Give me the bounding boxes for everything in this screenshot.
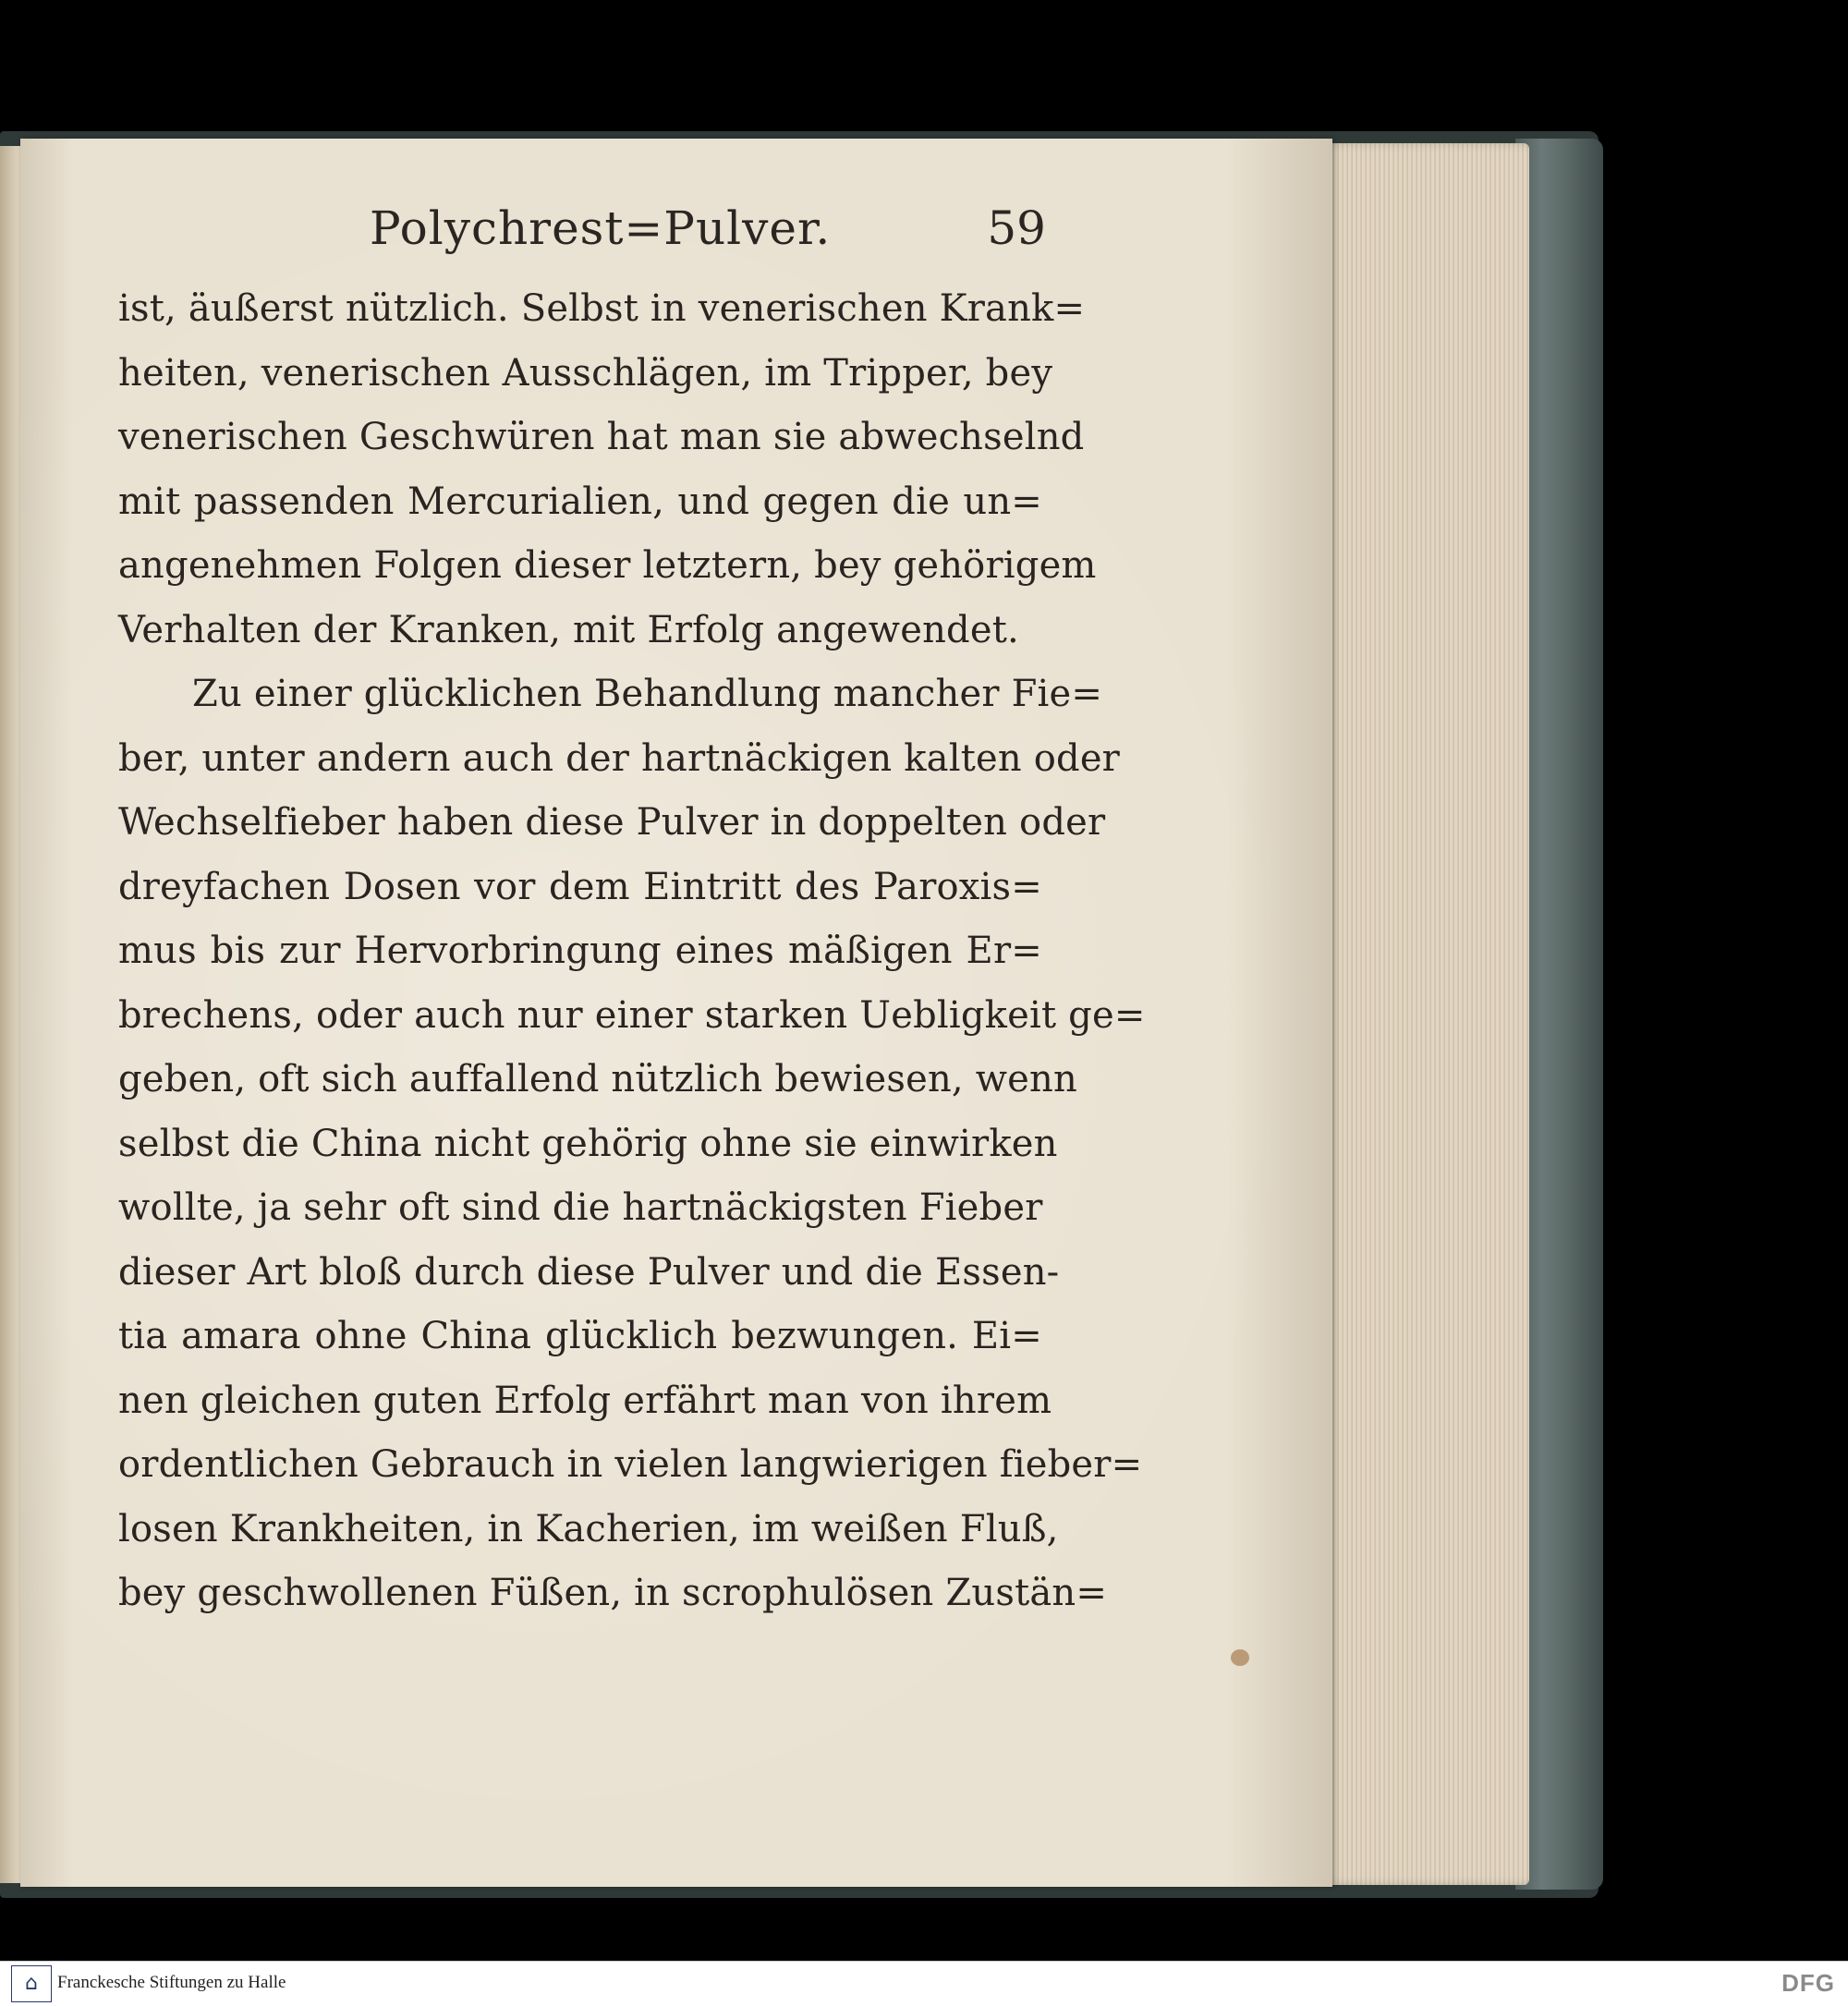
text-line: dieser Art bloß durch diese Pulver und die Essen- <box>118 1250 1060 1294</box>
text-line: Verhalten der Kranken, mit Erfolg angewendet. <box>118 608 1019 651</box>
text-line: nen gleichen guten Erfolg erfährt man von ihrem <box>118 1379 1052 1422</box>
text-line: heiten, venerischen Ausschlägen, im Tripper, bey <box>118 351 1053 395</box>
text-line: angenehmen Folgen dieser letztern, bey gehörigem <box>118 544 1097 587</box>
running-head: Polychrest=Pulver. <box>370 201 832 255</box>
body-text <box>118 277 1146 1626</box>
viewer-footer <box>0 1961 1848 2006</box>
page-block-edge <box>1321 143 1529 1885</box>
text-line: losen Krankheiten, in Kacherien, im weißen Fluß, <box>118 1507 1059 1550</box>
text-line: ber, unter andern auch der hartnäckigen kalten oder <box>118 736 1121 780</box>
text-line: mit passenden Mercurialien, und gegen die un= <box>118 480 1042 523</box>
text-line: ordentlichen Gebrauch in vielen langwierigen fieber= <box>118 1443 1143 1486</box>
text-line: selbst die China nicht gehörig ohne sie einwirken <box>118 1122 1058 1165</box>
dfg-badge[interactable]: DFG <box>1781 1969 1835 1997</box>
institution-name[interactable]: Franckesche Stiftungen zu Halle <box>57 1973 286 1992</box>
institution-logo-icon[interactable]: ⌂ <box>11 1965 52 2002</box>
text-line: tia amara ohne China glücklich bezwungen. Ei= <box>118 1315 1042 1357</box>
text-line: Wechselfieber haben diese Pulver in doppelten oder <box>118 801 1106 844</box>
text-line: geben, oft sich auffallend nützlich bewiesen, wenn <box>118 1058 1077 1100</box>
text-line: ist, äußerst nützlich. Selbst in venerischen Krank= <box>118 287 1086 330</box>
text-line: Zu einer glücklichen Behandlung mancher Fie= <box>192 673 1103 715</box>
page-number: 59 <box>987 201 1046 255</box>
paper-stain <box>1231 1649 1249 1666</box>
facing-page-edge <box>0 146 20 1883</box>
text-line: dreyfachen Dosen vor dem Eintritt des Paroxis= <box>118 865 1042 908</box>
text-line: mus bis zur Hervorbringung eines mäßigen Er= <box>118 930 1042 972</box>
text-line: bey geschwollenen Füßen, in scrophulösen Zustän= <box>118 1572 1108 1614</box>
text-line: wollte, ja sehr oft sind die hartnäckigsten Fieber <box>118 1186 1043 1229</box>
text-line: brechens, oder auch nur einer starken Uebligkeit ge= <box>118 993 1146 1037</box>
text-line: venerischen Geschwüren hat man sie abwechselnd <box>118 416 1085 458</box>
